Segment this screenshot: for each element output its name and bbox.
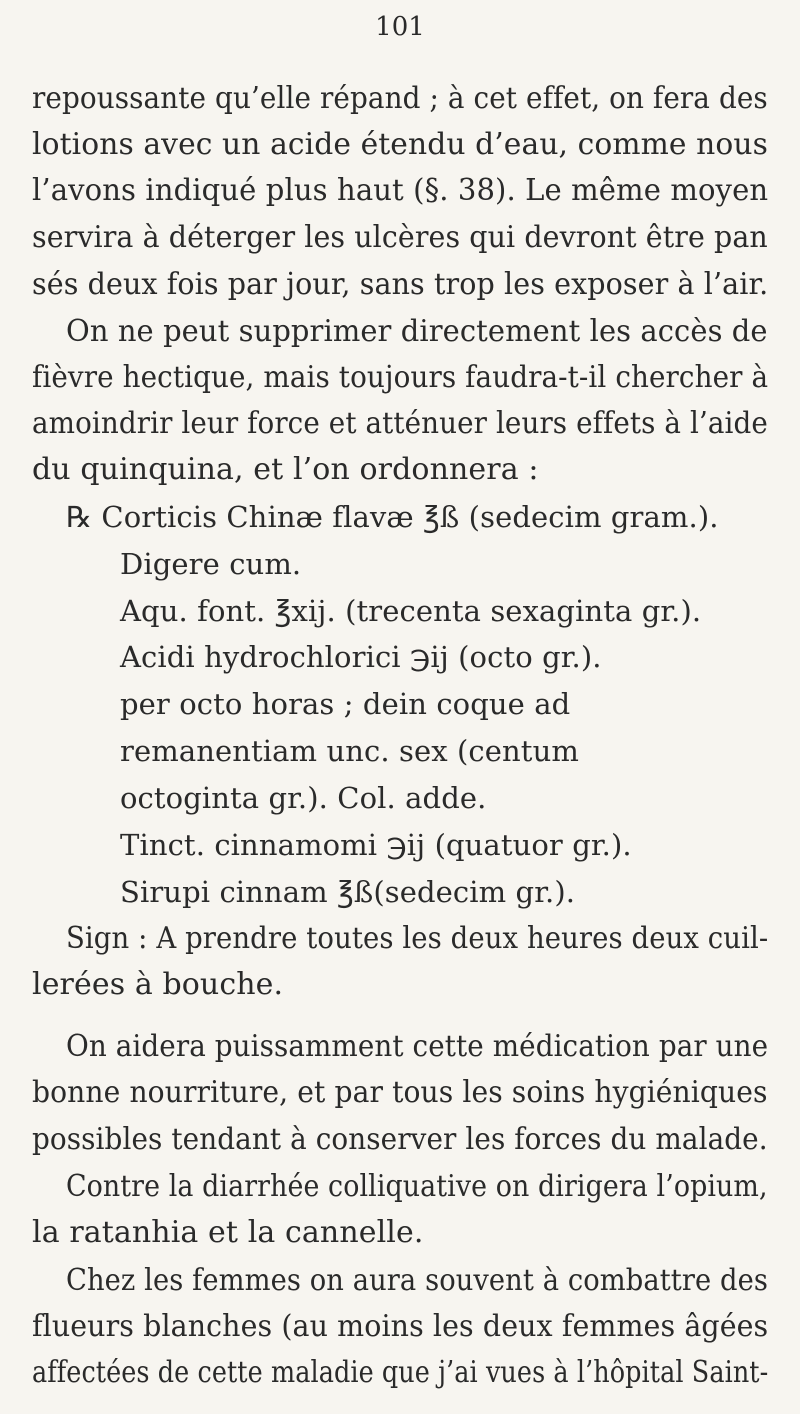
- text-line: servira à déterger les ulcères qui devront être pan: [32, 220, 768, 255]
- text-line: Sign : A prendre toutes les deux heures deux cuil-: [66, 921, 769, 956]
- prescription-line: Acidi hydrochlorici ℈ij (octo gr.).: [120, 640, 602, 674]
- prescription-line: Aqu. font. ℥xij. (trecenta sexaginta gr.).: [120, 594, 702, 628]
- text-line: flueurs blanches (au moins les deux femmes âgées: [32, 1309, 769, 1344]
- text-line: Contre la diarrhée colliquative on dirigera l’opium,: [66, 1169, 768, 1204]
- text-line: lotions avec un acide étendu d’eau, comme nous: [32, 127, 768, 162]
- prescription-line: Sirupi cinnam ℥ß(sedecim gr.).: [120, 875, 576, 909]
- text-line: On ne peut supprimer directement les accès de: [66, 314, 768, 349]
- text-line: fièvre hectique, mais toujours faudra-t-il chercher à: [32, 360, 769, 395]
- prescription-line: remanentiam unc. sex (centum: [120, 734, 579, 768]
- text-line: repoussante qu’elle répand ; à cet effet, on fera des: [32, 81, 768, 116]
- text-line: Chez les femmes on aura souvent à combattre des: [66, 1263, 768, 1298]
- text-line: l’avons indiqué plus haut (§. 38). Le même moyen: [32, 173, 769, 208]
- text-line: sés deux fois par jour, sans trop les exposer à l’air.: [32, 267, 769, 302]
- prescription-line: Tinct. cinnamomi ℈ij (quatuor gr.).: [120, 828, 632, 862]
- text-line: du quinquina, et l’on ordonnera :: [32, 452, 539, 487]
- prescription-line: Digere cum.: [120, 547, 302, 581]
- prescription-line: octoginta gr.). Col. adde.: [120, 781, 487, 815]
- text-line: bonne nourriture, et par tous les soins hygiéniques: [32, 1075, 768, 1110]
- page-number: 101: [375, 12, 425, 42]
- text-line: la ratanhia et la cannelle.: [32, 1215, 424, 1250]
- prescription-line: per octo horas ; dein coque ad: [120, 687, 571, 721]
- text-line: affectées de cette maladie que j’ai vues à l’hôpital Saint-: [32, 1355, 769, 1390]
- text-line: lerées à bouche.: [32, 967, 284, 1002]
- prescription-line: ℞ Corticis Chinæ flavæ ℥ß (sedecim gram.).: [66, 500, 719, 534]
- text-line: amoindrir leur force et atténuer leurs effets à l’aide: [32, 406, 768, 441]
- text-line: On aidera puissamment cette médication par une: [66, 1029, 769, 1064]
- text-line: possibles tendant à conserver les forces du malade.: [32, 1122, 768, 1157]
